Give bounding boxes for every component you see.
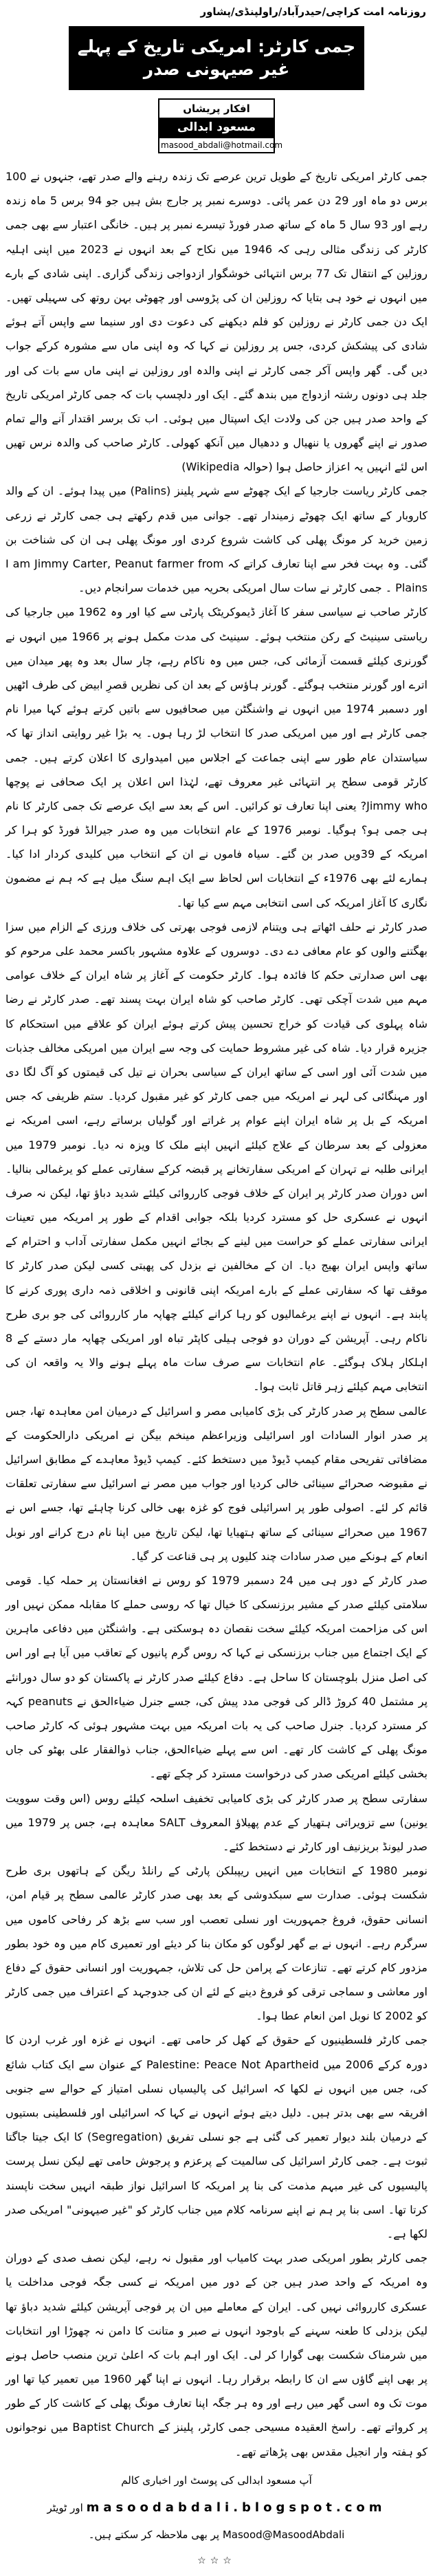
blog-url: masoodabdali.blogspot.com bbox=[86, 2500, 386, 2515]
twitter-handle: Masood@MasoodAbdali bbox=[222, 2529, 345, 2541]
article-paragraph: جمی کارٹر ریاست جارجیا کے ایک چھوٹے سے شہر پلینز (Palins) میں پیدا ہوئے۔ ان کے والد کاروبار کے ساتھ ایک چھوٹے زمیندار تھے۔ جوانی میں قدم رکھتے ہی جمی کارٹر نے زرعی زمین خرید کر مونگ پھلی کی کاشت شروع کردی اور مونگ پھلی ہی ان کی شناخت بن گئی۔ وہ بہت فخر سے اپنا تعارف کراتے کہ I am Jimmy Carter, Peanut farmer from Plains ۔ جمی کارٹر نے سات سال امریکی بحریہ میں خدمات سرانجام دیں۔ bbox=[5, 484, 428, 595]
article-body bbox=[5, 164, 428, 2464]
article-paragraph: سفارتی سطح پر صدر کارٹر کی بڑی کامیابی تخفیف اسلحہ کیلئے روس (اس وقت سوویت یونین) سے تزویراتی ہتھیار کے عدم پھیلاؤ المعروف SALT معاہدہ ہے، جس پر 1979 میں صدر لیونڈ بریزنیف اور کارٹر نے دستخط کئے۔ bbox=[5, 1791, 428, 1853]
article-paragraph: کارٹر صاحب نے سیاسی سفر کا آغاز ڈیموکریٹک پارٹی سے کیا اور وہ 1962 میں جارجیا کی ریاستی سینیٹ کے رکن منتخب ہوئے۔ سینیٹ کی مدت مکمل ہونے پر 1966 میں انہوں نے گورنری کیلئے قسمت آزمائی کی، جس میں وہ ناکام رہے، چار سال بعد وہ پھر میدان میں اترے اور گورنر منتخب ہوگئے۔ گورنر ہاؤس کے بعد ان کی نظریں قصرِ ابیض کی طرف اٹھیں اور دسمبر 1974 میں انہوں نے واشنگٹن میں صحافیوں سے باتیں کرتے ہوئے کہا میرا نام جمی کارٹر ہے اور میں امریکی صدر کا انتخاب لڑ رہا ہوں۔ یہ بڑا غیر روایتی انداز تھا کہ سیاستدان عام طور سے اپنی جماعت کے اجلاس میں امیدواری کا اعلان کرتے ہیں۔ جمی کارٹر قومی سطح پر انتہائی غیر معروف تھے، لہٰذا اس اعلان پر ایک صحافی نے پوچھا Jimmy who? یعنی اپنا تعارف تو کرائیں۔ اس کے بعد سے ایک عرصے تک جمی کارٹر کا نام ہی جمی ہو؟ ہوگیا۔ نومبر 1976 کے عام انتخابات میں وہ صدر جیرالڈ فورڈ کو ہرا کر امریکہ کے 39ویں صدر بن گئے۔ سیاہ فاموں نے ان کے انتخاب میں کلیدی کردار ادا کیا۔ ہمارے لئے بھی 1976ء کے انتخابات اس لحاظ سے ایک اہم سنگ میل ہے کہ ہم نے مضمون نگاری کا آغاز امریکہ کی اسی انتخابی مہم سے کیا تھا۔ bbox=[5, 605, 428, 909]
byline-box bbox=[158, 98, 283, 153]
article-paragraph: جمی کارٹر بطور امریکی صدر بہت کامیاب اور مقبول نہ رہے، لیکن نصف صدی کے دوران وہ امریکہ کے واحد صدر ہیں جن کے دور میں امریکہ نے کسی جگہ فوجی مداخلت یا عسکری کارروائی نہیں کی۔ ایران کے معاملے میں ان پر فوجی آپریشن کیلئے شدید دباؤ تھا لیکن بزدلی کا طعنہ سہنے کے باوجود انہوں نے صبر و متانت کا دامن نہ چھوڑا اور انتخابات میں شرمناک شکست بھی گوارا کر لی۔ ایک اور اہم بات کہ اعلیٰ ترین منصب حاصل ہونے پر بھی اپنے گاؤں سے ان کا رابطہ برقرار رہا۔ انہوں نے اپنا گھر 1960 میں تعمیر کیا تھا اور موت تک وہ اسی گھر میں رہے اور وہ ہر جگہ اپنا تعارف مونگ پھلی کے کاشت کار کے طور پر کرواتے تھے۔ راسخ العقیدہ مسیحی جمی کارٹر، پلینز کے Baptist Church میں نوجوانوں کو ہفتہ وار انجیل مقدس بھی پڑھاتے تھے۔ bbox=[5, 2251, 428, 2458]
masthead: روزنامہ امت کراچی/حیدرآباد/راولپنڈی/پشاور bbox=[200, 6, 426, 18]
article-paragraph: جمی کارٹر فلسطینیوں کے حقوق کے کھل کر حامی تھے۔ انہوں نے غزہ اور غرب اردن کا دورہ کرکے 2006 میں Palestine: Peace Not Apartheid کے عنوان سے ایک کتاب شائع کی، جس میں انہوں نے لکھا کہ اسرائیل کی پالیسیاں نسلی امتیاز کے حوالے سے جنوبی افریقہ سے بھی بدتر ہیں۔ دلیل دیتے ہوئے انہوں نے کہا کہ اسرائیلی اور فلسطینی بستیوں کے درمیان بلند دیوار تعمیر کی گئی ہے جو نسلی تفریق (Segregation) کا ایک جیتا جاگتا ثبوت ہے۔ جمی کارٹر اسرائیل کی سالمیت کے پرعزم و پرجوش حامی تھے لیکن نسل پرست پالیسیوں کی غیر مبہم مذمت کی بنا پر امریکہ کا اسرائیل نواز طبقہ انہیں سخت ناپسند کرتا تھا۔ اسی بنا پر ہم نے اپنے سرنامہ کلام میں جناب کارٹر کو "غیر صیہونی" امریکی صدر لکھا ہے۔ bbox=[5, 2033, 428, 2240]
footer-note bbox=[5, 2468, 428, 2547]
author-name: مسعود ابدالی bbox=[159, 118, 274, 137]
page-title: جمی کارٹر: امریکی تاریخ کے پہلے غیر صیہونی صدر bbox=[77, 36, 356, 79]
article-paragraph: نومبر 1980 کے انتخابات میں انہیں ریپبلکن پارٹی کے رانلڈ ریگن کے ہاتھوں بری طرح شکست ہوئی۔ صدارت سے سبکدوشی کے بعد بھی صدر کارٹر عالمی سطح پر قیام امن، انسانی حقوق، فروغ جمہوریت اور نسلی تعصب اور سب سے بڑھ کر رفاحی کاموں میں سرگرم رہے۔ انہوں نے بے گھر لوگوں کو مکان بنا کر دیئے اور تعمیری کام میں وہ خود بطور مزدور کام کرتے تھے۔ تنازعات کے پرامن حل کی تلاش، جمہوریت اور انسانی حقوق کے دفاع اور معاشی و سماجی ترقی کو فروغ دینے کے لئے ان کی جدوجہد کے اعتراف میں جمی کارٹر کو 2002 کا نوبل امن انعام عطا ہوا۔ bbox=[5, 1864, 428, 2023]
article-paragraph: عالمی سطح پر صدر کارٹر کی بڑی کامیابی مصر و اسرائیل کے درمیان امن معاہدہ تھا، جس پر صدر انوار السادات اور اسرائیلی وزیراعظم مینخم بیگن نے امریکی دارالحکومت کے مضافاتی تفریحی مقام کیمپ ڈیوڈ میں دستخط کئے۔ کیمپ ڈیوڈ معاہدے کے مطابق اسرائیل نے مقبوضہ صحرائے سینائی خالی کردیا اور جواب میں مصر نے اسرائیل سے سفارتی تعلقات قائم کر لئے۔ اصولی طور پر اسرائیلی فوج کو غزہ بھی خالی کرنا چاہئے تھا، جسے اس نے 1967 میں صحرائے سینائی کے ساتھ ہتھیایا تھا، لیکن تاریخ میں اپنا نام درج کرانے اور نوبل انعام کے ہونکے میں صدر سادات چند کلیوں پر ہی قناعت کر گیا۔ bbox=[5, 1404, 428, 1563]
article-paragraph: جمی کارٹر امریکی تاریخ کے طویل ترین عرصے تک زندہ رہنے والے صدر تھے، جنہوں نے 100 برس دو ماہ اور 29 دن عمر پائی۔ دوسرے نمبر پر جارج بش ہیں جو 94 برس 5 ماہ زندہ رہے اور 93 سال 5 ماہ کے ساتھ صدر فورڈ تیسرے نمبر پر ہیں۔ خانگی اعتبار سے بھی جمی کارٹر کی زندگی مثالی رہی کہ 1946 میں نکاح کے بعد انہوں نے 2023 میں اپنی اہلیہ روزلین کے انتقال تک 77 برس انتہائی خوشگوار ازدواجی زندگی گزاری۔ اپنی شادی کے بارے میں انہوں نے خود ہی بتایا کہ روزلین ان کی پڑوسی اور چھوٹی بہن روتھ کی سہیلی تھیں۔ ایک دن جمی کارٹر نے روزلین کو فلم دیکھنے کی دعوت دی اور سنیما سے واپس آتے ہوئے شادی کی پیشکش کردی، جس پر روزلین نے کہا کہ وہ اپنی ماں سے مشورہ کرکے جواب دیں گی۔ گھر واپس آکر جمی کارٹر نے اپنی والدہ اور روزلین نے اپنی ماں سے بات کی اور جلد ہی دونوں رشتہ ازدواج میں بندھ گئے۔ ایک اور دلچسپ بات کہ جمی کارٹر امریکی تاریخ کے واحد صدر ہیں جن کی ولادت ایک اسپتال میں ہوئی۔ اب تک برسر اقتدار آنے والے تمام صدور نے اپنے گھروں یا ننھیال و ددھیال میں آنکھ کھولی۔ کارٹر صاحب کی والدہ نرس تھیں اس لئے انہیں یہ اعزاز حاصل ہوا (حوالہ Wikipedia) bbox=[5, 170, 428, 474]
article-paragraph: صدر کارٹر نے حلف اٹھاتے ہی ویتنام لازمی فوجی بھرتی کی خلاف ورزی کے الزام میں سزا بھگتنے والوں کو عام معافی دے دی۔ دوسروں کے علاوہ مشہور باکسر محمد علی مرحوم کو بھی اس صدارتی حکم کا فائدہ ہوا۔ کارٹر حکومت کے آغاز پر شاہ ایران کے خلاف عوامی مہم میں شدت آچکی تھی۔ کارٹر صاحب کو شاہ ایران بہت پسند تھے۔ صدر کارٹر نے رضا شاہ پہلوی کی قیادت کو خراج تحسین پیش کرتے ہوئے ایران کو علاقے میں استحکام کا جزیرہ قرار دیا۔ شاہ کی غیر مشروط حمایت کی وجہ سے ایران میں امریکی مخالف جذبات میں شدت آئی اور اسی کے ساتھ ایران کے سیاسی بحران نے تیل کی قیمتوں کو آگ لگا دی اور مہنگائی کی لہر نے امریکہ میں جمی کارٹر کو غیر مقبول کردیا۔ ستم ظریفی کہ جس امریکہ کے بل پر شاہ ایران اپنے عوام پر غراتے اور گولیاں برساتے رہے، اسی امریکہ نے معزولی کے بعد سرطان کے علاج کیلئے انہیں اپنے ملک کا ویزہ نہ دیا۔ نومبر 1979 میں ایرانی طلبہ نے تہران کے امریکی سفارتخانے پر قبضہ کرکے سفارتی عملے کو یرغمالی بنالیا۔ اس دوران صدر کارٹر پر ایران کے خلاف فوجی کارروائی کیلئے شدید دباؤ تھا، لیکن نہ صرف انہوں نے عسکری حل کو مسترد کردیا بلکہ جوابی اقدام کے طور پر امریکہ میں تعینات ایرانی سفارتی عملے کو حراست میں لینے کے بجائے انہیں مکمل سفارتی آداب و احترام کے ساتھ واپس ایران بھیج دیا۔ ان کے مخالفین نے بزدل کی پھبتی کسی لیکن صدر کارٹر کا موقف تھا کہ سفارتی عملے کے بارے امریکہ اپنی قانونی و اخلاقی ذمہ داری پوری کرنے کا پابند ہے۔ انہوں نے اپنے یرغمالیوں کو رہا کرانے کیلئے چھاپہ مار کارروائی کی جو بری طرح ناکام رہی۔ آپریشن کے دوران دو فوجی ہیلی کاپٹر تباہ اور امریکی چھاپہ مار دستے کے 8 اہلکار ہلاک ہوگئے۔ عام انتخابات سے صرف سات ماہ پہلے ہونے والا یہ واقعہ ان کی انتخابی مہم کیلئے زہر قاتل ثابت ہوا۔ bbox=[5, 920, 428, 1394]
headline-bar bbox=[69, 26, 364, 90]
footer-text-middle: اور ٹویٹر bbox=[47, 2501, 83, 2514]
footer-text-before-blog: آپ مسعود ابدالی کی پوسٹ اور اخباری کالم bbox=[121, 2474, 312, 2487]
article-paragraph: صدر کارٹر کے دور ہی میں 24 دسمبر 1979 کو روس نے افغانستان پر حملہ کیا۔ قومی سلامتی کیلئے صدر کے مشیر برزنسکی کا خیال تھا کہ روسی حملے کا مقابلہ ممکن نہیں اور اس کی مزاحمت امریکہ کیلئے سخت نقصان دہ ہوسکتی ہے۔ واشنگٹن میں دفاعی ماہرین کے ایک اجتماع میں جناب برزنسکی نے کہا کہ روس گرم پانیوں کے تعاقب میں آیا ہے اور اس کی اصل منزل بلوچستان کا ساحل ہے۔ دفاع کیلئے صدر کارٹر نے پاکستان کو دو سال دورانئے پر مشتمل 40 کروڑ ڈالر کی فوجی مدد پیش کی، جسے جنرل ضیاءالحق نے peanuts کہہ کر مسترد کردیا۔ جنرل صاحب کی یہ بات امریکہ میں بہت مشہور ہوئی کہ کارٹر صاحب مونگ پھلی کے کاشت کار تھے۔ اس سے پہلے ضیاءالحق، جناب ذوالفقار علی بھٹو کی جاں بخشی کیلئے امریکی صدر کی درخواست مسترد کر چکے تھے۔ bbox=[5, 1573, 428, 1781]
star-divider: ☆☆☆ bbox=[197, 2555, 236, 2566]
author-email: masood_abdali@hotmail.com bbox=[159, 137, 274, 152]
column-title: افکار پریشاں bbox=[183, 102, 250, 115]
footer-text-after: پر بھی ملاحظہ کر سکتے ہیں۔ bbox=[88, 2529, 220, 2541]
